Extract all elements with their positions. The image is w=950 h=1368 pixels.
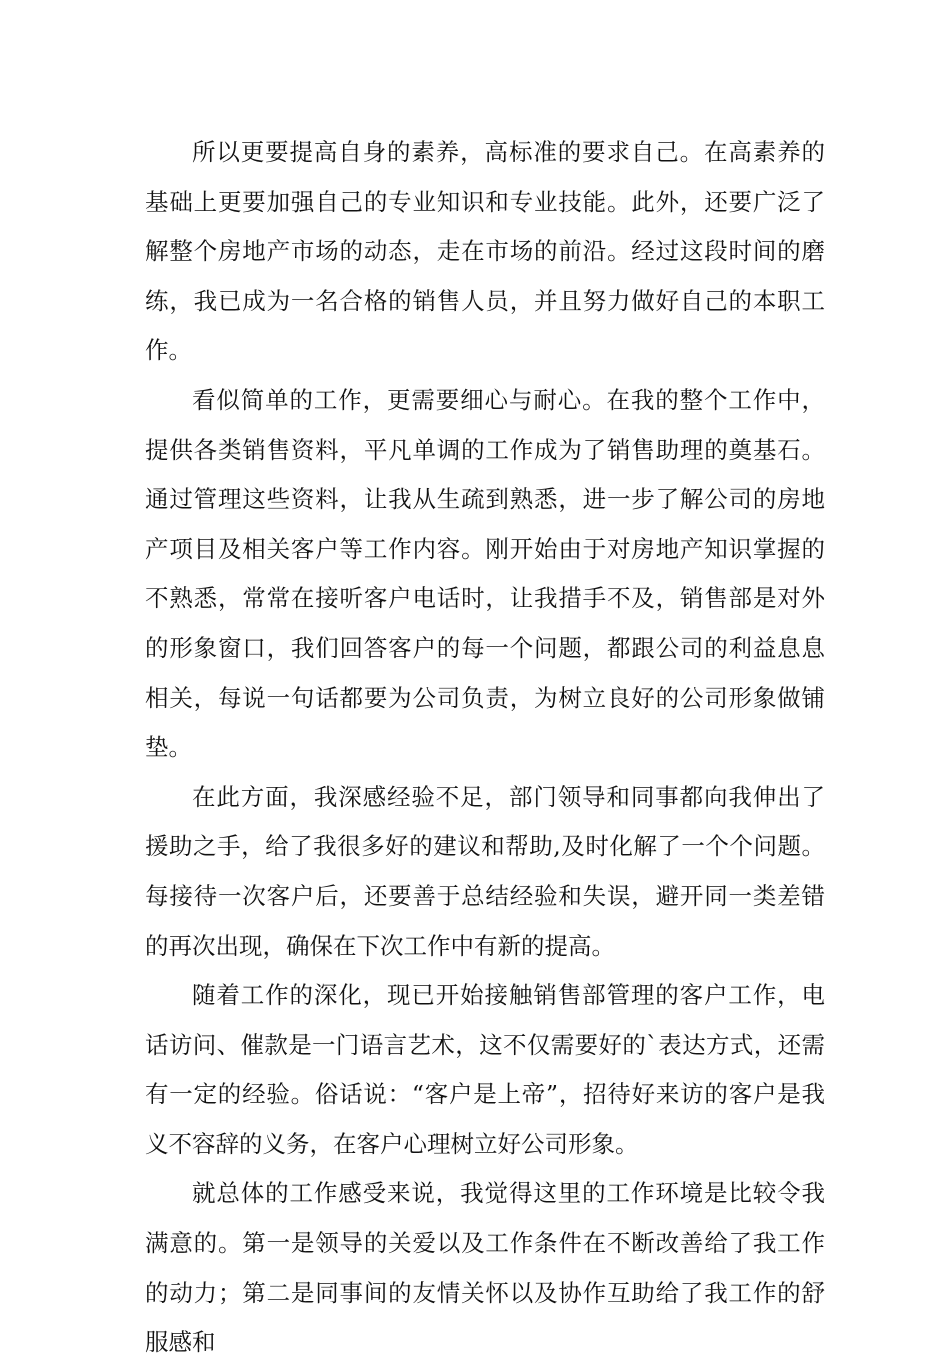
paragraph-1: 所以更要提高自身的素养，高标准的要求自己。在高素养的基础上更要加强自己的专业知识和专业技能。此外，还要广泛了解整个房地产市场的动态，走在市场的前沿。经过这段时间的磨练，我已成为一名合格的销售人员，并且努力做好自己的本职工作。 <box>145 138 825 365</box>
paragraph-4: 随着工作的深化，现已开始接触销售部管理的客户工作，电话访问、催款是一门语言艺术，这不仅需要好的`表达方式，还需有一定的经验。俗话说：“客户是上帝”，招待好来访的客户是我义不容辞的义务，在客户心理树立好公司形象。 <box>145 981 825 1158</box>
document-body <box>145 128 825 1368</box>
paragraph-2: 看似简单的工作，更需要细心与耐心。在我的整个工作中，提供各类销售资料，平凡单调的工作成为了销售助理的奠基石。通过管理这些资料，让我从生疏到熟悉，进一步了解公司的房地产项目及相关客户等工作内容。刚开始由于对房地产知识掌握的不熟悉，常常在接听客户电话时，让我措手不及，销售部是对外的形象窗口，我们回答客户的每一个问题，都跟公司的利益息息相关，每说一句话都要为公司负责，为树立良好的公司形象做铺垫。 <box>145 385 825 762</box>
paragraph-5: 就总体的工作感受来说，我觉得这里的工作环境是比较令我满意的。第一是领导的关爱以及工作条件在不断改善给了我工作的动力；第二是同事间的友情关怀以及协作互助给了我工作的舒服感和 <box>145 1179 825 1357</box>
paragraph-3: 在此方面，我深感经验不足，部门领导和同事都向我伸出了援助之手，给了我很多好的建议和帮助,及时化解了一个个问题。每接待一次客户后，还要善于总结经验和失误，避开同一类差错的再次出现，确保在下次工作中有新的提高。 <box>145 782 825 960</box>
